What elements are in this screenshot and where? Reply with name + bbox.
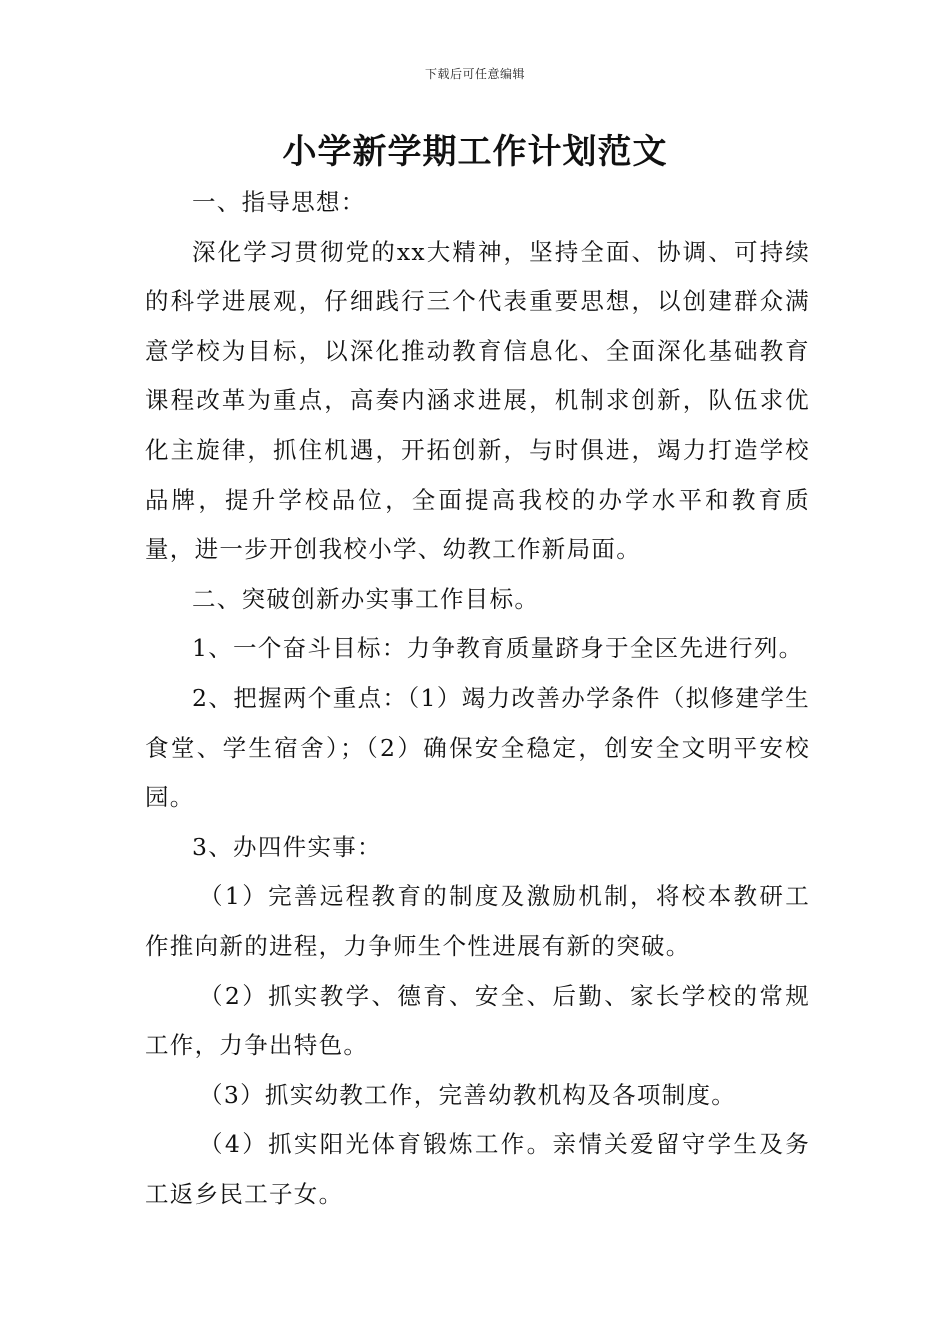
goal-item-2: 2、把握两个重点：（1）竭力改善办学条件（拟修建学生食堂、学生宿舍）；（2）确保安全稳定，创安全文明平安校园。 xyxy=(145,683,810,812)
practical-task-2: （2）抓实教学、德育、安全、后勤、家长学校的常规工作，力争出特色。 xyxy=(145,981,810,1060)
practical-task-1: （1）完善远程教育的制度及激励机制，将校本教研工作推向新的进程，力争师生个性进展有新的突破。 xyxy=(145,882,810,960)
goal-item-1: 1、一个奋斗目标：力争教育质量跻身于全区先进行列。 xyxy=(192,634,804,663)
document-body xyxy=(145,178,810,1219)
header-note: 下载后可任意编辑 xyxy=(424,67,525,81)
section-heading-goals: 二、突破创新办实事工作目标。 xyxy=(192,584,540,613)
paragraph-guiding-thought: 深化学习贯彻党的xx大精神，坚持全面、协调、可持续的科学进展观，仔细践行三个代表重要思想，以创建群众满意学校为目标，以深化推动教育信息化、全面深化基础教育课程改革为重点，高奏内涵求进展，机制求创新，队伍求优化主旋律，抓住机遇，开拓创新，与时俱进，竭力打造学校品牌，提升学校品位，全面提高我校的办学水平和教育质量，进一步开创我校小学、幼教工作新局面。 xyxy=(145,237,810,564)
practical-task-4: （4）抓实阳光体育锻炼工作。亲情关爱留守学生及务工返乡民工子女。 xyxy=(145,1130,810,1208)
goal-item-3: 3、办四件实事： xyxy=(192,832,382,861)
document-title: 小学新学期工作计划范文 xyxy=(282,132,668,172)
section-heading-guiding-thought: 一、指导思想： xyxy=(192,188,366,216)
practical-task-3: （3）抓实幼教工作，完善幼教机构及各项制度。 xyxy=(199,1080,737,1109)
